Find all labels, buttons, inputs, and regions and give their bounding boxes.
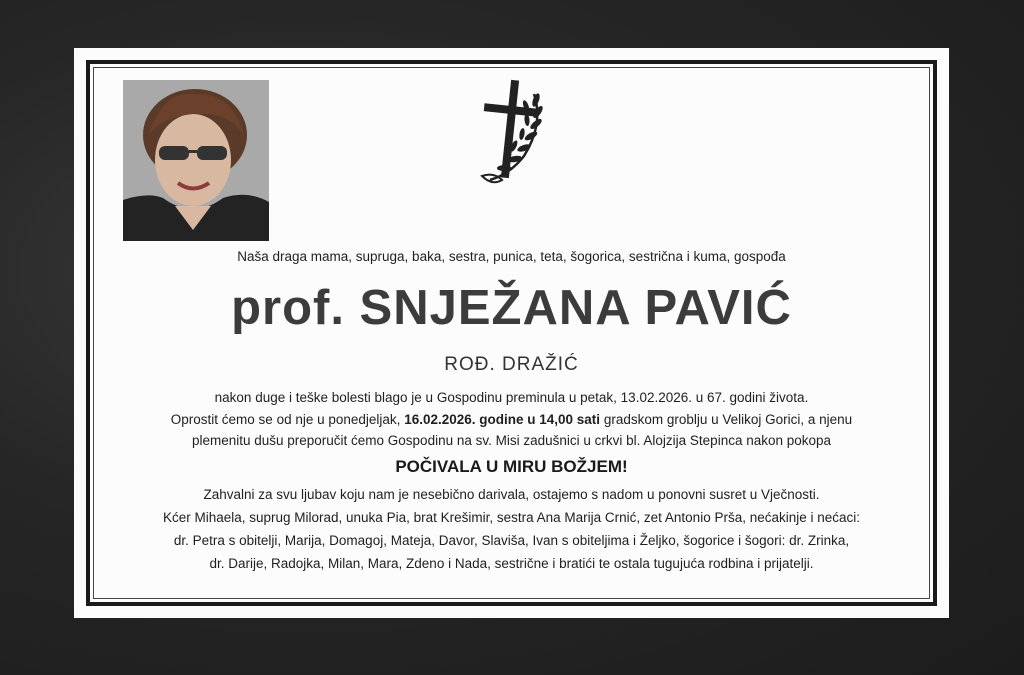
rip-heading: POČIVALA U MIRU BOŽJEM! <box>395 457 628 476</box>
death-announcement: nakon duge i teške bolesti blago je u Gospodinu preminula u petak, 13.02.2026. u 67. godini života. <box>214 390 809 405</box>
maiden-name: ROĐ. DRAŽIĆ <box>444 354 579 375</box>
funeral-prefix: Oprostit ćemo se od nje u ponedjeljak, <box>170 412 401 427</box>
mourners-line-2: dr. Petra s obitelji, Marija, Domagoj, Mateja, Davor, Slaviša, Ivan s obiteljima i Željko, šogorice i šogori: dr. Zrinka, <box>173 533 850 548</box>
deceased-name: prof. SNJEŽANA PAVIĆ <box>231 281 792 335</box>
intro-line: Naša draga mama, supruga, baka, sestra, punica, teta, šogorica, sestrična i kuma, gospođa <box>237 249 786 264</box>
mourners-line-3: dr. Darije, Radojka, Milan, Mara, Zdeno i Nada, sestrične i bratići te ostala tugujuća rodbina i prijatelji. <box>209 556 814 571</box>
funeral-line <box>74 409 949 430</box>
portrait-photo <box>123 80 269 241</box>
thanks-line: Zahvalni za svu ljubav koju nam je nesebično darivala, ostajemo s nadom u ponovni susret u Vječnosti. <box>203 487 820 502</box>
mass-line: plemenitu dušu preporučit ćemo Gospodinu na sv. Misi zadušnici u crkvi bl. Alojzija Stepinca nakon pokopa <box>191 433 832 448</box>
funeral-date-time: 16.02.2026. godine u 14,00 sati <box>404 412 601 427</box>
obituary-paper <box>74 48 949 618</box>
funeral-suffix: gradskom groblju u Velikoj Gorici, a njenu <box>603 412 853 427</box>
mourners-line-1: Kćer Mihaela, suprug Milorad, unuka Pia, brat Krešimir, sestra Ana Marija Crnić, zet Antonio Prša, nećakinje i nećaci: <box>162 510 861 525</box>
cross-with-palm-icon <box>472 76 556 188</box>
